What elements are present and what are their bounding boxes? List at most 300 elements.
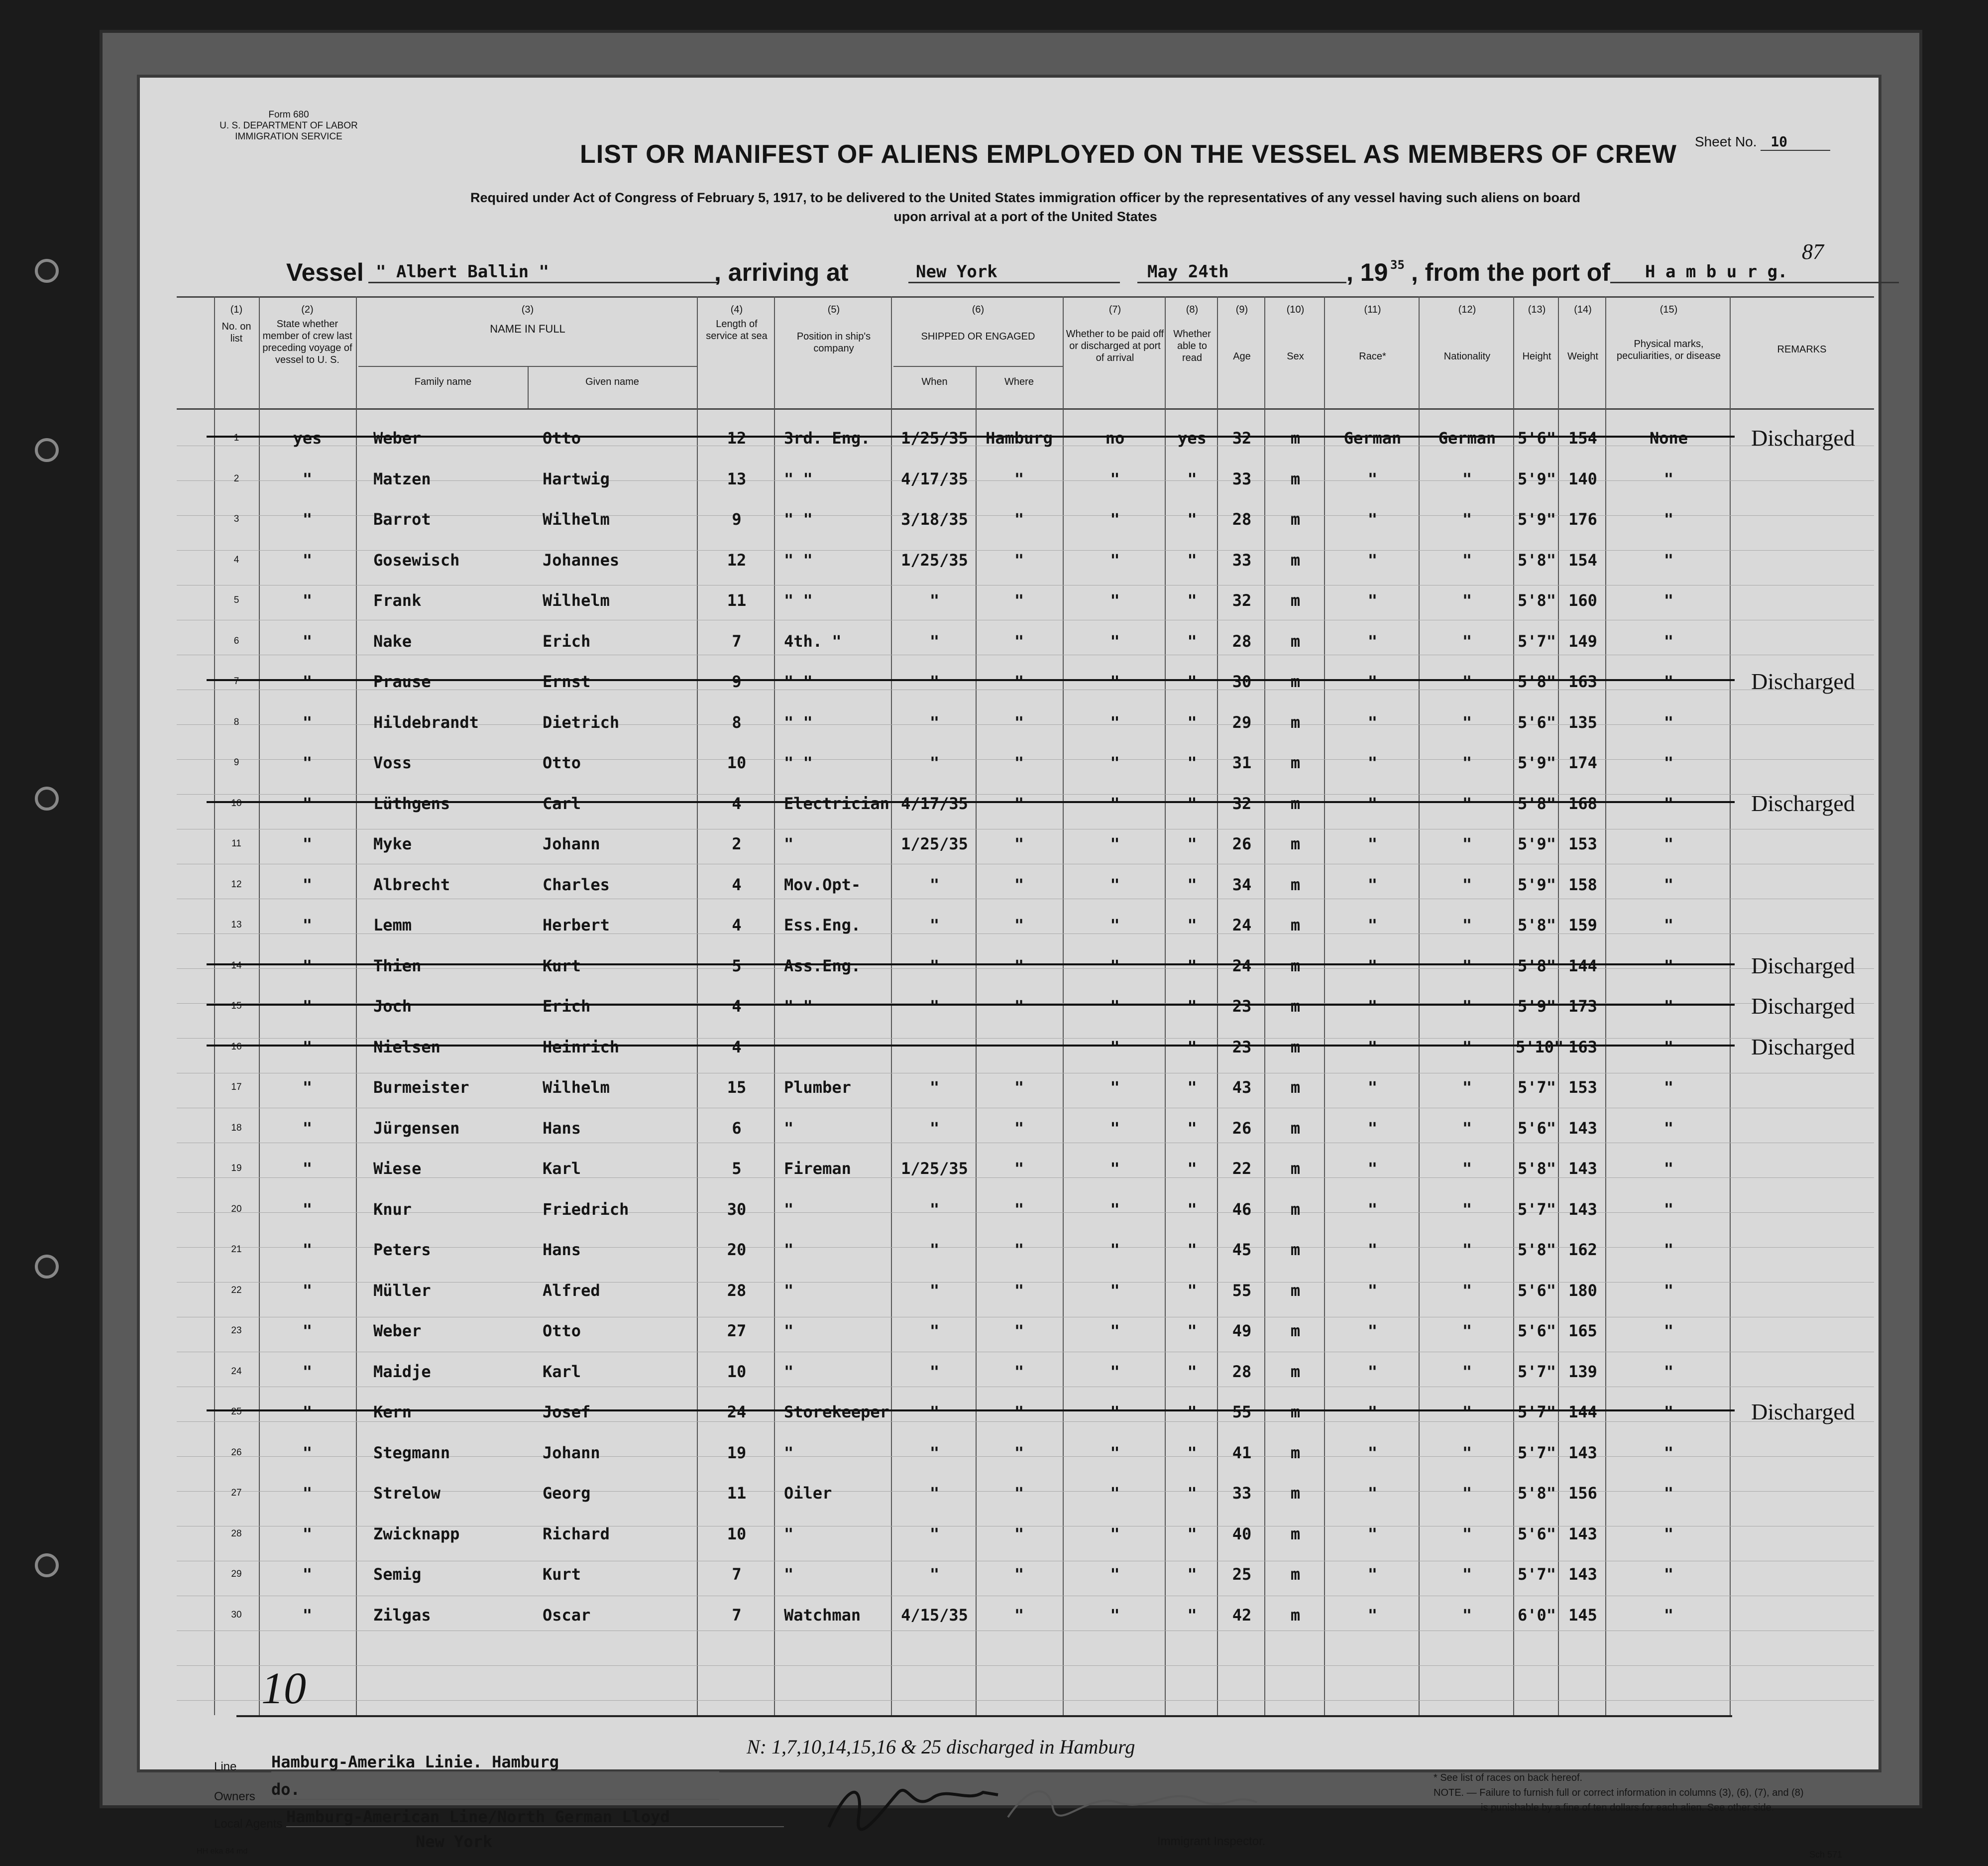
col-6b-header: Where <box>1004 376 1034 387</box>
cell-length: 10 <box>727 753 747 772</box>
binder-hole <box>35 259 59 283</box>
col-number: (10) <box>1286 304 1305 315</box>
cell-remarks <box>1732 1516 1874 1551</box>
strike-through-line <box>207 1409 1735 1411</box>
cell-nationality: " <box>1462 1078 1472 1097</box>
cell-when: " <box>929 591 940 610</box>
table-row <box>177 664 1921 699</box>
cell-paid: " <box>1110 753 1120 772</box>
cell-prev: " <box>302 510 313 529</box>
cell-nationality: German <box>1438 429 1496 448</box>
cell-weight: 144 <box>1568 1402 1597 1421</box>
year-suffix: 35 <box>1390 258 1405 272</box>
cell-marks: " <box>1663 591 1674 610</box>
grid-horizontal-line <box>177 1700 1874 1701</box>
cell-paid: " <box>1110 1443 1120 1462</box>
cell-when: " <box>929 1443 940 1462</box>
cell-read: " <box>1187 1565 1197 1584</box>
cell-remarks <box>1732 1192 1874 1227</box>
cell-length: 30 <box>727 1199 747 1219</box>
cell-race: " <box>1367 1402 1378 1421</box>
cell-remarks <box>1732 462 1874 496</box>
cell-position <box>776 1030 891 1064</box>
cell-weight: 149 <box>1568 631 1597 651</box>
table-row <box>177 1476 1921 1511</box>
strike-through-line <box>207 1045 1735 1047</box>
cell-given: Herbert <box>543 916 610 934</box>
cell-age: 40 <box>1232 1524 1252 1543</box>
cell-height: 5'7" <box>1517 1078 1556 1097</box>
cell-marks: " <box>1663 753 1674 772</box>
cell-race: " <box>1367 1240 1378 1259</box>
cell-remarks <box>1732 1435 1874 1470</box>
cell-length: 4 <box>732 794 742 813</box>
col-3a-header: Family name <box>414 376 472 387</box>
cell-nationality: " <box>1462 469 1472 488</box>
service: IMMIGRATION SERVICE <box>235 131 342 142</box>
cell-no: 29 <box>231 1569 242 1579</box>
cell-where: " <box>1014 1118 1024 1138</box>
cell-sex: m <box>1290 1524 1301 1543</box>
cell-no: 5 <box>233 595 239 605</box>
cell-nationality: " <box>1462 1240 1472 1259</box>
cell-marks: " <box>1663 1443 1674 1462</box>
cell-read: " <box>1187 631 1197 651</box>
cell-marks: " <box>1663 1524 1674 1543</box>
cell-weight: 160 <box>1568 591 1597 610</box>
cell-height: 5'7" <box>1517 1402 1556 1421</box>
cell-paid: " <box>1110 591 1120 610</box>
cell-length: 4 <box>732 916 742 934</box>
cell-nationality: " <box>1462 956 1472 975</box>
cell-sex: m <box>1290 429 1301 448</box>
cell-read: " <box>1187 1402 1197 1421</box>
cell-position: " " <box>784 550 813 570</box>
col-label: Sex <box>1287 351 1304 362</box>
cell-remarks: Discharged <box>1751 669 1855 694</box>
cell-read: yes <box>1178 429 1207 448</box>
cell-weight: 139 <box>1568 1362 1597 1381</box>
cell-weight: 153 <box>1568 834 1597 853</box>
cell-sex: m <box>1290 1159 1301 1178</box>
cell-where <box>976 1030 1063 1064</box>
cell-no: 8 <box>233 716 239 727</box>
cell-read: " <box>1187 550 1197 570</box>
cell-length: 4 <box>732 875 742 894</box>
cell-position: " <box>784 1240 794 1259</box>
cell-where: " <box>1014 1281 1024 1300</box>
cell-age: 26 <box>1232 834 1252 853</box>
col-16-header: REMARKS <box>1777 344 1827 355</box>
cell-position: " <box>784 1524 794 1543</box>
cell-race: " <box>1367 753 1378 772</box>
cell-weight: 159 <box>1568 916 1597 934</box>
cell-where: " <box>1014 916 1024 934</box>
strike-through-line <box>207 436 1735 438</box>
cell-weight: 143 <box>1568 1443 1597 1462</box>
strike-through-line <box>207 801 1735 803</box>
cell-sex: m <box>1290 1362 1301 1381</box>
binder-hole <box>35 787 59 811</box>
cell-when: 4/15/35 <box>901 1605 968 1625</box>
table-row <box>177 1232 1921 1267</box>
col-3-header <box>358 304 697 335</box>
cell-nationality: " <box>1462 1605 1472 1625</box>
cell-weight: 143 <box>1568 1199 1597 1219</box>
cell-when: " <box>929 1321 940 1340</box>
table-row <box>177 1030 1921 1064</box>
col-11-header <box>1326 304 1419 362</box>
cell-read: " <box>1187 672 1197 691</box>
cell-sex: m <box>1290 753 1301 772</box>
cell-position: " " <box>784 672 813 691</box>
cell-sex: m <box>1290 1037 1301 1056</box>
cell-given: Heinrich <box>543 1037 620 1056</box>
binder-hole <box>35 1255 59 1279</box>
cell-remarks <box>1732 745 1874 780</box>
cell-where: " <box>1014 834 1024 853</box>
cell-when: " <box>929 1565 940 1584</box>
cell-weight: 143 <box>1568 1118 1597 1138</box>
col-number: (9) <box>1235 304 1248 315</box>
cell-age: 31 <box>1232 753 1252 772</box>
cell-when: " <box>929 753 940 772</box>
cell-read: " <box>1187 875 1197 894</box>
cell-given: Wilhelm <box>543 510 610 529</box>
cell-marks: " <box>1663 1362 1674 1381</box>
cell-paid: " <box>1110 875 1120 894</box>
cell-nationality: " <box>1462 591 1472 610</box>
cell-race: " <box>1367 1159 1378 1178</box>
cell-marks: " <box>1663 1402 1674 1421</box>
col-number: (12) <box>1458 304 1476 315</box>
cell-nationality: " <box>1462 1321 1472 1340</box>
agents-city: New York <box>416 1832 493 1851</box>
cell-where: " <box>1014 1565 1024 1584</box>
cell-when: " <box>929 956 940 975</box>
cell-where: " <box>1014 875 1024 894</box>
cell-position: " <box>784 834 794 853</box>
arrival-date: May 24th <box>1137 262 1346 283</box>
col-number: (7) <box>1108 304 1121 315</box>
cell-sex: m <box>1290 875 1301 894</box>
from-port: H a m b u r g. <box>1610 262 1899 283</box>
cell-given: Oscar <box>543 1605 591 1625</box>
table-row <box>177 1111 1921 1146</box>
cell-prev: " <box>302 1321 313 1340</box>
cell-marks: " <box>1663 997 1674 1016</box>
cell-prev: " <box>302 550 313 570</box>
cell-age: 32 <box>1232 794 1252 813</box>
table-row <box>177 826 1921 861</box>
cell-prev: " <box>302 956 313 975</box>
cell-weight: 165 <box>1568 1321 1597 1340</box>
col-label: NAME IN FULL <box>490 323 565 335</box>
col-label: No. on list <box>221 321 251 344</box>
cell-no: 26 <box>231 1447 242 1458</box>
cell-given: Otto <box>543 1321 581 1340</box>
col-number: (6) <box>972 304 985 315</box>
cell-sex: m <box>1290 1321 1301 1340</box>
col-6a-header: When <box>921 376 948 387</box>
cell-family: Burmeister <box>373 1078 469 1097</box>
cell-no: 24 <box>231 1366 242 1377</box>
note-line-2: is punishable by a fine of ten dollars for each alien. See other side. <box>1481 1802 1774 1813</box>
cell-marks: " <box>1663 956 1674 975</box>
cell-given: Kurt <box>543 956 581 975</box>
table-row <box>177 1273 1921 1308</box>
cell-length: 5 <box>732 1159 742 1178</box>
cell-where: " <box>1014 1159 1024 1178</box>
agents-value: Hamburg-American Line/North German Lloyd <box>286 1807 784 1827</box>
cell-height: 5'10" <box>1516 1037 1564 1056</box>
cell-no: 20 <box>231 1203 242 1214</box>
cell-length: 11 <box>727 591 747 610</box>
cell-weight: 135 <box>1568 712 1597 732</box>
cell-height: 5'6" <box>1517 1281 1556 1300</box>
cell-when: " <box>929 1240 940 1259</box>
cell-when: 4/17/35 <box>901 469 968 488</box>
cell-family: Kern <box>373 1402 412 1421</box>
cell-marks: " <box>1663 1565 1674 1584</box>
cell-race: German <box>1343 429 1402 448</box>
cell-prev: " <box>302 1037 313 1056</box>
cell-height: 5'9" <box>1517 753 1556 772</box>
col-number: (4) <box>730 304 743 315</box>
cell-marks: " <box>1663 1037 1674 1056</box>
cell-height: 5'8" <box>1517 672 1556 691</box>
cell-given: Otto <box>543 429 581 448</box>
cell-length: 10 <box>727 1524 747 1543</box>
cell-given: Ernst <box>543 672 591 691</box>
cell-given: Josef <box>543 1402 591 1421</box>
cell-when: " <box>929 1078 940 1097</box>
cell-read: " <box>1187 712 1197 732</box>
cell-remarks: Discharged <box>1751 790 1855 816</box>
cell-remarks <box>1732 1476 1874 1511</box>
cell-when: 1/25/35 <box>901 429 968 448</box>
cell-weight: 162 <box>1568 1240 1597 1259</box>
cell-age: 29 <box>1232 712 1252 732</box>
cell-age: 55 <box>1232 1281 1252 1300</box>
cell-remarks <box>1732 1273 1874 1308</box>
col-9-header <box>1219 304 1264 362</box>
cell-prev: " <box>302 1565 313 1584</box>
cell-sex: m <box>1290 1443 1301 1462</box>
cell-race: " <box>1367 1605 1378 1625</box>
table-row <box>177 421 1921 456</box>
cell-sex: m <box>1290 469 1301 488</box>
table-row <box>177 1313 1921 1348</box>
cell-paid: " <box>1110 712 1120 732</box>
col-13-header <box>1516 304 1558 362</box>
strike-through-line <box>207 679 1735 681</box>
cell-race: " <box>1367 1524 1378 1543</box>
col-number: (8) <box>1186 304 1199 315</box>
cell-where: " <box>1014 712 1024 732</box>
cell-nationality: " <box>1462 997 1472 1016</box>
cell-sex: m <box>1290 956 1301 975</box>
cell-length: 13 <box>727 469 747 488</box>
cell-length: 2 <box>732 834 742 853</box>
sheet-number: 10 <box>1761 133 1830 151</box>
cell-remarks <box>1732 543 1874 578</box>
cell-family: Barrot <box>373 510 431 529</box>
cell-read: " <box>1187 997 1197 1016</box>
cell-nationality: " <box>1462 1281 1472 1300</box>
cell-age: 32 <box>1232 429 1252 448</box>
cell-length: 15 <box>727 1078 747 1097</box>
cell-no: 25 <box>231 1406 242 1417</box>
cell-length: 24 <box>727 1402 747 1421</box>
cell-paid: " <box>1110 1362 1120 1381</box>
cell-nationality: " <box>1462 834 1472 853</box>
cell-prev: " <box>302 1524 313 1543</box>
cell-family: Thien <box>373 956 422 975</box>
cell-paid: " <box>1110 1159 1120 1178</box>
cell-where: " <box>1014 1605 1024 1625</box>
table-row <box>177 1395 1921 1429</box>
table-row <box>177 1151 1921 1186</box>
department: U. S. DEPARTMENT OF LABOR <box>220 120 358 131</box>
cell-remarks: Discharged <box>1751 425 1855 451</box>
cell-given: Carl <box>543 794 581 813</box>
cell-position: Plumber <box>784 1078 851 1097</box>
cell-age: 33 <box>1232 469 1252 488</box>
cell-prev: yes <box>293 429 322 448</box>
cell-no: 9 <box>233 757 239 768</box>
cell-prev: " <box>302 469 313 488</box>
cell-where: " <box>1014 794 1024 813</box>
cell-family: Knur <box>373 1199 412 1219</box>
cell-paid: " <box>1110 956 1120 975</box>
cell-prev: " <box>302 1443 313 1462</box>
cell-nationality: " <box>1462 1443 1472 1462</box>
cell-family: Frank <box>373 591 422 610</box>
cell-marks: None <box>1649 429 1688 448</box>
cell-length: 7 <box>732 1605 742 1625</box>
cell-given: Hans <box>543 1240 581 1259</box>
cell-height: 5'6" <box>1517 712 1556 732</box>
cell-age: 23 <box>1232 997 1252 1016</box>
cell-marks: " <box>1663 510 1674 529</box>
cell-given: Karl <box>543 1362 581 1381</box>
cell-prev: " <box>302 1484 313 1503</box>
col-8-header <box>1167 304 1217 364</box>
cell-marks: " <box>1663 794 1674 813</box>
cell-no: 12 <box>231 879 242 890</box>
cell-nationality: " <box>1462 1524 1472 1543</box>
col-label: Whether to be paid off or discharged at port of arrival <box>1066 329 1164 363</box>
cell-race: " <box>1367 469 1378 488</box>
cell-height: 5'6" <box>1517 1118 1556 1138</box>
cell-remarks <box>1732 1313 1874 1348</box>
cell-nationality: " <box>1462 1402 1472 1421</box>
cell-family: Lüthgens <box>373 794 450 813</box>
cell-prev: " <box>302 712 313 732</box>
cell-prev: " <box>302 1199 313 1219</box>
table-row <box>177 908 1921 942</box>
cell-race: " <box>1367 631 1378 651</box>
cell-height: 5'7" <box>1517 631 1556 651</box>
cell-race: " <box>1367 875 1378 894</box>
cell-nationality: " <box>1462 753 1472 772</box>
cell-race: " <box>1367 1565 1378 1584</box>
cell-when: " <box>929 997 940 1016</box>
cell-prev: " <box>302 1362 313 1381</box>
cell-given: Johann <box>543 1443 600 1462</box>
cell-nationality: " <box>1462 875 1472 894</box>
col-number: (5) <box>827 304 840 315</box>
table-row <box>177 1557 1921 1592</box>
cell-position: " " <box>784 591 813 610</box>
cell-length: 19 <box>727 1443 747 1462</box>
cell-when: " <box>929 672 940 691</box>
cell-when: " <box>929 1362 940 1381</box>
cell-race: " <box>1367 956 1378 975</box>
cell-given: Kurt <box>543 1565 581 1584</box>
cell-where: " <box>1014 956 1024 975</box>
cell-given: Hartwig <box>543 469 610 488</box>
cell-read: " <box>1187 1199 1197 1219</box>
cell-age: 34 <box>1232 875 1252 894</box>
cell-marks: " <box>1663 1240 1674 1259</box>
cell-prev: " <box>302 794 313 813</box>
cell-prev: " <box>302 1118 313 1138</box>
col-label: Weight <box>1567 351 1598 362</box>
cell-weight: 153 <box>1568 1078 1597 1097</box>
cell-where: " <box>1014 591 1024 610</box>
cell-paid: " <box>1110 1199 1120 1219</box>
binder-hole <box>35 1553 59 1577</box>
col-number: (15) <box>1659 304 1678 315</box>
cell-height: 5'7" <box>1517 1199 1556 1219</box>
cell-paid: " <box>1110 631 1120 651</box>
cell-where: " <box>1014 1362 1024 1381</box>
cell-where: " <box>1014 753 1024 772</box>
cell-paid: " <box>1110 1037 1120 1056</box>
cell-weight: 173 <box>1568 997 1597 1016</box>
vessel-label: Vessel <box>286 258 364 286</box>
cell-height: 5'8" <box>1517 794 1556 813</box>
table-row <box>177 989 1921 1024</box>
cell-race: " <box>1367 834 1378 853</box>
cell-prev: " <box>302 1240 313 1259</box>
cell-given: Richard <box>543 1524 610 1543</box>
cell-sex: m <box>1290 1484 1301 1503</box>
shipped-sub-rule <box>893 366 1063 367</box>
cell-family: Gosewisch <box>373 550 460 570</box>
col-7-header <box>1065 304 1165 364</box>
cell-prev: " <box>302 631 313 651</box>
cell-nationality: " <box>1462 712 1472 732</box>
cell-remarks <box>1732 1598 1874 1633</box>
cell-sex: m <box>1290 672 1301 691</box>
cell-family: Nake <box>373 631 412 651</box>
cell-sex: m <box>1290 916 1301 934</box>
cell-height: 5'8" <box>1517 916 1556 934</box>
cell-race: " <box>1367 916 1378 934</box>
cell-remarks <box>1732 826 1874 861</box>
cell-paid: " <box>1110 997 1120 1016</box>
cell-weight: 163 <box>1568 1037 1597 1056</box>
cell-paid: " <box>1110 916 1120 934</box>
cell-height: 5'9" <box>1517 834 1556 853</box>
cell-where: " <box>1014 469 1024 488</box>
cell-race: " <box>1367 1078 1378 1097</box>
cell-height: 5'8" <box>1517 1484 1556 1503</box>
cell-prev: " <box>302 997 313 1016</box>
